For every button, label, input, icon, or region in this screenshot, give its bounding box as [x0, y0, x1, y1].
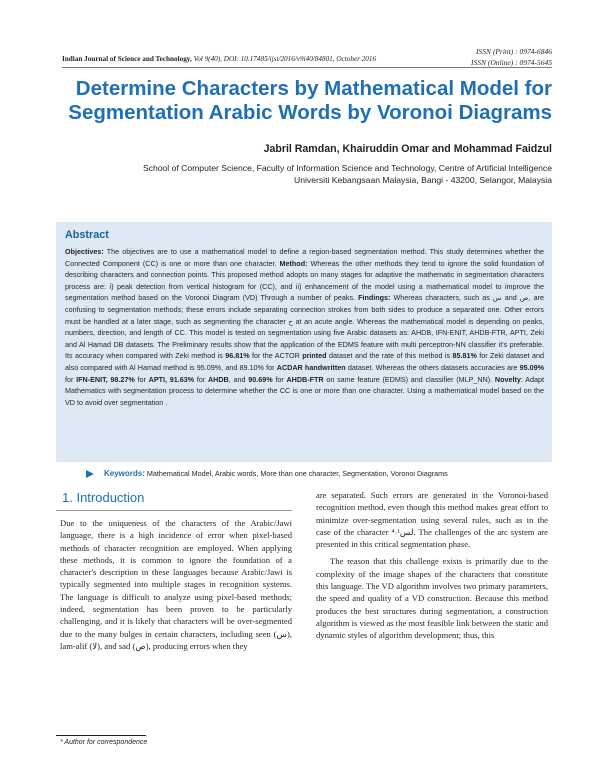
result-text-7: for [194, 374, 208, 384]
result-text-2: dataset and the rate of this method is [326, 351, 453, 361]
result-value-5: 95.09% [519, 362, 544, 372]
abstract-heading: Abstract [65, 229, 109, 241]
keywords-bar [56, 467, 552, 481]
result-text-6: for [134, 374, 149, 384]
result-value-9: 90.69% [248, 374, 273, 384]
abstract-box [56, 222, 552, 462]
result-text-3: for Zeki dataset and also compared with Al Hamad method is 95.09%, and 89.10% for [65, 351, 544, 372]
journal-name: Indian Journal of Science and Technology, [62, 55, 192, 63]
footnote-divider [56, 735, 146, 736]
affiliation-line-2: Universiti Kebangsaan Malaysia, Bangi - 43200, Selangor, Malaysia [294, 175, 552, 185]
intro-paragraph-2: are separated. Such errors are generated in the Voronoi-based recognition method, even though this method makes great effort to minimize over-segmentation using several rules, such as in the case of the character لس¹˒⁴. The challenges of the arc system are presented in this critical segmentation phase. [316, 490, 548, 550]
result-text-9: for [272, 374, 287, 384]
journal-citation [62, 55, 376, 63]
introduction-heading: 1. Introduction [62, 490, 145, 505]
article-title: Determine Characters by Mathematical Model for Segmentation Arabic Words by Voronoi Diagrams [68, 77, 552, 124]
intro-paragraph-1: Due to the uniqueness of the characters of the Arabic/Jawi language, there is a high incidence of error when pixel-based methods of character recognition are employed. When applying these methods, it is common to ignore the foundation of a character's description in these languages because Arabic/Jawi is typically segmented into multiple stages in recognition systems. The language is difficult to analyze using pixel-based methods; indeed, segmentation has been proven to be particularly challenging, and it is likely that characters will be over-segmented due to the many bulges in certain characters, including seen (س), lam-alif (لا), and sad (ص), producing errors when they [60, 518, 292, 651]
result-value-7: APTI, 91.63% [148, 374, 195, 384]
result-value-1: 96.81% [225, 351, 250, 361]
keywords-arrow-icon [86, 470, 94, 478]
left-column [60, 517, 292, 652]
result-text-5: for [65, 374, 77, 384]
result-value-10: AHDB-FTR [286, 374, 324, 384]
result-value-3: 85.81% [452, 351, 477, 361]
issn-online: ISSN (Online) : 0974-5645 [470, 58, 552, 67]
result-value-4: ACDAR handwritten [276, 362, 346, 372]
objectives-label: Objectives: [65, 247, 104, 256]
abstract-text [65, 246, 544, 408]
header-divider [62, 67, 552, 68]
article-authors: Jabril Ramdan, Khairuddin Omar and Mohammad Faidzul [263, 143, 552, 155]
result-value-2: printed [302, 351, 327, 361]
keywords-text: Mathematical Model, Arabic words, More than one character, Segmentation, Voronoi Diagrams [146, 469, 448, 478]
novelty-label: Novelty [494, 374, 521, 384]
result-text-1: for the ACTOR [249, 351, 303, 361]
journal-details: Vol 9(40), DOI: 10.17485/ijst/2016/v9i40/84801, October 2016 [191, 55, 377, 63]
findings-label: Findings: [358, 293, 391, 303]
result-text-10: on same feature (EDMS) and classifier (MLP_NN). [323, 374, 495, 384]
section-divider [56, 510, 292, 511]
method-label: Method: [279, 258, 308, 268]
objectives-text: The objectives are to use a mathematical model to define a region-based segmentation method. This study determines whether the Connected Component (CC) is one or more than one character. [65, 247, 544, 268]
issn-print: ISSN (Print) : 0974-6846 [475, 47, 552, 56]
article-affiliation [62, 162, 552, 186]
novelty-text: : Adapt Mathematics with segmentation process to determine whether the CC is one or more than one character. Using a mathematical model based on the VD to avoid over segmentation . [65, 374, 544, 407]
right-column [316, 489, 548, 642]
result-text-4: dataset. Whereas the others datasets accuracies are [345, 362, 520, 372]
result-text-8: , and [228, 374, 249, 384]
intro-paragraph-3: The reason that this challenge exists is primarily due to the complexity of the image shapes of the characters that constitute this language. The VD algorithm involves two primary parameters, the speed and quality of a VD construction. Because this method produces the best structures during segmentation, a construction algorithm is viewed as the most feasible link between the static and dynamic styles of algorithm development; thus, this [316, 556, 548, 641]
findings-text: Whereas characters, such as س and ص, are confusing to segmentation methods; these errors include separating connection strokes from both sides to produce a separated one. Other errors must be handled at a later stage, such as segmenting the character ح at an acute angle. Whereas the mathematical model is depending on peaks, numbers, direction, and length of CC. This model is tested on segmentation using five Arabic datasets as: AHDB, IFN-ENIT, AHDB-FTR, APTI, Zeki and Al Hamad DB datasets. The Preliminary results show that the application of the EDMS feature with multi perceptron-NN classifier it's preferable. Its accuracy when compared with Zeki method is [65, 293, 544, 361]
result-value-6: IFN-ENIT, 98.27% [76, 374, 135, 384]
keywords-label: Keywords: [104, 469, 145, 478]
result-value-8: AHDB [207, 374, 229, 384]
affiliation-line-1: School of Computer Science, Faculty of Information Science and Technology, Centre of Artificial Intelligence [142, 163, 552, 173]
method-text: Whereas the other methods they tend to ignore the solid foundation of describing characters and connection points. This proposed method adopts on many stages for adaptive the mathematic in segmentation characters process are: i) peak detection from vertical histogram for (CC), and ii) enhancement of the model using a mathematical model to improve the segmentation method based on the Voronoi Diagram (VD) Through a number of peaks. [65, 258, 544, 303]
footnote: * Author for correspondence [60, 739, 148, 746]
